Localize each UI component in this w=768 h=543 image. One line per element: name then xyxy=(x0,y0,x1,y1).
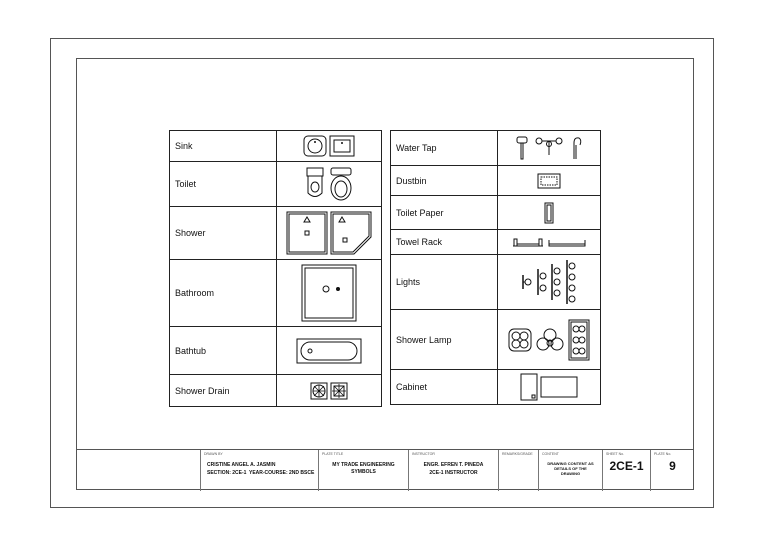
table-row xyxy=(391,166,601,196)
table-row xyxy=(391,255,601,310)
symbol-label: Shower Lamp xyxy=(391,310,498,370)
symbol-icons xyxy=(277,131,382,162)
symbol-icons xyxy=(498,230,601,255)
toilet-paper-icon xyxy=(543,202,555,224)
plate-no-label: PLATE No. xyxy=(654,452,672,456)
plate-no-cell xyxy=(650,450,694,491)
plate-title-label: PLATE TITLE xyxy=(322,452,344,456)
symbol-icons xyxy=(498,255,601,310)
table-row xyxy=(391,196,601,230)
bathroom-icon xyxy=(301,264,357,322)
lamp-triple-icon xyxy=(535,327,565,353)
instructor-role: 2CE-1 INSTRUCTOR xyxy=(429,470,478,476)
toilet-top-icon xyxy=(304,167,326,201)
symbol-icons xyxy=(277,375,382,407)
table-row xyxy=(391,370,601,405)
sheet-no-cell xyxy=(602,450,650,491)
symbol-icons xyxy=(277,327,382,375)
table-row xyxy=(170,207,382,260)
content-text: DRAWING CONTENT AS DETAILS OF THE DRAWING xyxy=(547,461,594,476)
table-row xyxy=(391,230,601,255)
table-row xyxy=(391,310,601,370)
instructor-label: INSTRUCTOR xyxy=(412,452,435,456)
remarks-cell xyxy=(498,450,538,491)
drawn-by-label: DRAWN BY xyxy=(204,452,223,456)
section: SECTION: 2CE-1 xyxy=(207,470,247,476)
plate-title: MY TRADE ENGINEERING SYMBOLS xyxy=(332,462,395,475)
symbol-label: Bathtub xyxy=(170,327,277,375)
towel-rack-short-icon xyxy=(511,236,545,248)
cabinet-wide-icon xyxy=(540,376,578,398)
lamp-quad-icon xyxy=(508,328,532,352)
sheet-no: 2CE-1 xyxy=(609,459,644,473)
table-row xyxy=(170,162,382,207)
symbol-label: Shower Drain xyxy=(170,375,277,407)
symbol-label: Towel Rack xyxy=(391,230,498,255)
symbol-icons xyxy=(498,370,601,405)
content-cell xyxy=(538,450,602,491)
drain-round-icon xyxy=(310,382,328,400)
lights-2-icon xyxy=(536,268,548,296)
lights-4-icon xyxy=(565,259,577,305)
table-row xyxy=(170,327,382,375)
shower-angled-icon xyxy=(330,211,372,255)
tap-double-icon xyxy=(533,135,565,161)
symbol-icons xyxy=(498,166,601,196)
drawn-by-cell xyxy=(200,450,318,491)
plate-no: 9 xyxy=(669,459,676,473)
title-block xyxy=(76,449,694,491)
lights-3-icon xyxy=(550,263,562,301)
drain-square-icon xyxy=(330,382,348,400)
lights-1-icon xyxy=(521,274,533,290)
cabinet-tall-icon xyxy=(520,373,538,401)
table-row xyxy=(391,131,601,166)
symbol-label: Sink xyxy=(170,131,277,162)
bathtub-icon xyxy=(296,338,362,364)
symbol-icons xyxy=(498,196,601,230)
towel-rack-long-icon xyxy=(547,236,587,248)
tap-curved-icon xyxy=(568,135,584,161)
symbol-label: Shower xyxy=(170,207,277,260)
remarks-label: REMARKS/GRADE xyxy=(502,452,533,456)
shower-square-icon xyxy=(286,211,328,255)
instructor-name: ENGR. EFREN T. PINEDA xyxy=(423,462,484,468)
content-label: CONTENT xyxy=(542,452,559,456)
right-symbol-table xyxy=(390,130,601,405)
rect-sink-icon xyxy=(329,135,355,157)
table-row xyxy=(170,260,382,327)
symbol-icons xyxy=(498,310,601,370)
symbol-label: Toilet xyxy=(170,162,277,207)
symbol-label: Lights xyxy=(391,255,498,310)
toilet-oval-icon xyxy=(328,167,354,201)
table-row xyxy=(170,131,382,162)
instructor-cell xyxy=(408,450,498,491)
symbol-label: Water Tap xyxy=(391,131,498,166)
symbol-icons xyxy=(277,260,382,327)
year-course: YEAR-COURSE: 2ND BSCE xyxy=(249,470,315,476)
table-row xyxy=(170,375,382,407)
tap-single-icon xyxy=(514,135,530,161)
sheet-no-label: SHEET No. xyxy=(606,452,625,456)
symbol-label: Bathroom xyxy=(170,260,277,327)
symbol-label: Cabinet xyxy=(391,370,498,405)
symbol-label: Toilet Paper xyxy=(391,196,498,230)
symbol-icons xyxy=(498,131,601,166)
left-symbol-table xyxy=(169,130,382,407)
lamp-grid-icon xyxy=(568,319,590,361)
dustbin-icon xyxy=(537,173,561,189)
round-sink-icon xyxy=(303,135,327,157)
drawn-by-name: CRISTINE ANGEL A. JASMIN xyxy=(207,462,276,468)
symbol-icons xyxy=(277,162,382,207)
symbol-label: Dustbin xyxy=(391,166,498,196)
plate-title-cell xyxy=(318,450,408,491)
symbol-icons xyxy=(277,207,382,260)
